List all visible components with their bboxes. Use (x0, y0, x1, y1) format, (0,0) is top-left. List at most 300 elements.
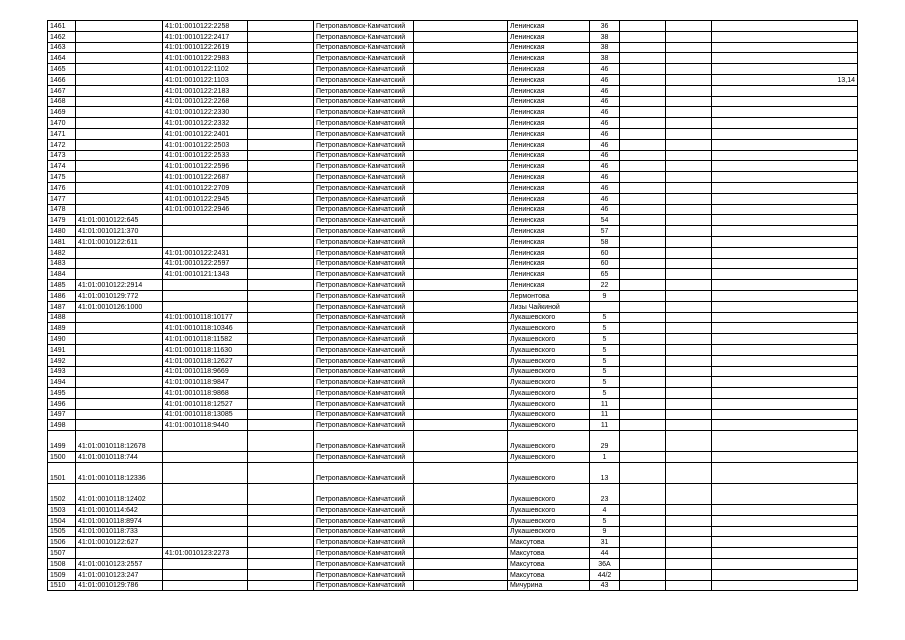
table-row (48, 559, 858, 570)
table-row (48, 526, 858, 537)
cell-blank-d (666, 280, 712, 291)
city-cell: Петропавловск-Камчатский (314, 355, 414, 366)
cadastral-number-premises: 41:01:0010122:2401 (163, 128, 248, 139)
cell-blank-b (414, 85, 508, 96)
cell-blank-c (620, 484, 666, 505)
table-row (48, 548, 858, 559)
area-cell (712, 548, 858, 559)
area-cell (712, 420, 858, 431)
cell-blank-b (414, 484, 508, 505)
street-cell: Ленинская (508, 96, 590, 107)
table-row (48, 118, 858, 129)
row-number: 1477 (48, 193, 76, 204)
cadastral-number-building: 41:01:0010118:12402 (76, 484, 163, 505)
city-cell: Петропавловск-Камчатский (314, 226, 414, 237)
cadastral-number-premises: 41:01:0010118:10177 (163, 312, 248, 323)
cell-blank-c (620, 269, 666, 280)
house-number-cell: 9 (590, 526, 620, 537)
row-number: 1491 (48, 344, 76, 355)
street-cell: Ленинская (508, 85, 590, 96)
cadastral-number-premises (163, 526, 248, 537)
cadastral-number-building (76, 258, 163, 269)
table-row (48, 64, 858, 75)
cell-blank-c (620, 398, 666, 409)
cell-blank-c (620, 193, 666, 204)
cadastral-number-building (76, 548, 163, 559)
cadastral-number-premises: 41:01:0010122:2946 (163, 204, 248, 215)
area-cell (712, 409, 858, 420)
city-cell: Петропавловск-Камчатский (314, 463, 414, 484)
cell-blank-d (666, 580, 712, 591)
cadastral-number-building: 41:01:0010114:642 (76, 505, 163, 516)
table-row (48, 505, 858, 516)
cell-blank-c (620, 323, 666, 334)
street-cell: Ленинская (508, 150, 590, 161)
cadastral-number-building (76, 204, 163, 215)
cell-blank-b (414, 42, 508, 53)
area-cell (712, 128, 858, 139)
table-row (48, 161, 858, 172)
cell-blank-c (620, 526, 666, 537)
cadastral-number-premises: 41:01:0010122:2431 (163, 247, 248, 258)
cadastral-number-premises (163, 505, 248, 516)
cell-blank-c (620, 334, 666, 345)
house-number-cell: 5 (590, 334, 620, 345)
cell-blank-c (620, 431, 666, 452)
city-cell: Петропавловск-Камчатский (314, 420, 414, 431)
street-cell: Ленинская (508, 182, 590, 193)
cell-blank-d (666, 366, 712, 377)
cadastral-number-premises: 41:01:0010122:2619 (163, 42, 248, 53)
cell-blank-a (248, 388, 314, 399)
area-cell (712, 569, 858, 580)
street-cell: Лукашевского (508, 420, 590, 431)
cadastral-number-premises: 41:01:0010122:2268 (163, 96, 248, 107)
cell-blank-c (620, 569, 666, 580)
cell-blank-b (414, 323, 508, 334)
house-number-cell: 46 (590, 150, 620, 161)
row-number: 1480 (48, 226, 76, 237)
cell-blank-a (248, 31, 314, 42)
cell-blank-d (666, 64, 712, 75)
street-cell: Лукашевского (508, 526, 590, 537)
cell-blank-b (414, 150, 508, 161)
cadastral-number-building: 41:01:0010118:8974 (76, 515, 163, 526)
cell-blank-a (248, 290, 314, 301)
table-row (48, 193, 858, 204)
city-cell: Петропавловск-Камчатский (314, 431, 414, 452)
area-cell (712, 388, 858, 399)
cadastral-number-premises: 41:01:0010122:1103 (163, 74, 248, 85)
area-cell (712, 53, 858, 64)
table-row (48, 580, 858, 591)
area-cell (712, 366, 858, 377)
table-row (48, 172, 858, 183)
cell-blank-c (620, 42, 666, 53)
area-cell (712, 193, 858, 204)
cadastral-number-premises: 41:01:0010122:2597 (163, 258, 248, 269)
cell-blank-a (248, 323, 314, 334)
table-row (48, 31, 858, 42)
row-number: 1486 (48, 290, 76, 301)
area-cell (712, 452, 858, 463)
row-number: 1500 (48, 452, 76, 463)
cadastral-number-building (76, 247, 163, 258)
row-number: 1501 (48, 463, 76, 484)
city-cell: Петропавловск-Камчатский (314, 580, 414, 591)
cell-blank-b (414, 236, 508, 247)
house-number-cell: 58 (590, 236, 620, 247)
table-row (48, 204, 858, 215)
cell-blank-d (666, 559, 712, 570)
table-row (48, 569, 858, 580)
cell-blank-d (666, 515, 712, 526)
city-cell: Петропавловск-Камчатский (314, 236, 414, 247)
cell-blank-b (414, 280, 508, 291)
cell-blank-c (620, 139, 666, 150)
cell-blank-b (414, 161, 508, 172)
area-cell (712, 139, 858, 150)
cell-blank-b (414, 344, 508, 355)
cadastral-number-premises (163, 569, 248, 580)
cell-blank-c (620, 312, 666, 323)
cell-blank-a (248, 85, 314, 96)
table-row (48, 139, 858, 150)
row-number: 1461 (48, 21, 76, 32)
cadastral-number-building (76, 366, 163, 377)
house-number-cell: 5 (590, 515, 620, 526)
cell-blank-a (248, 409, 314, 420)
row-number: 1473 (48, 150, 76, 161)
cadastral-number-building (76, 96, 163, 107)
cell-blank-b (414, 515, 508, 526)
house-number-cell: 46 (590, 118, 620, 129)
cell-blank-d (666, 21, 712, 32)
cell-blank-b (414, 226, 508, 237)
table-row (48, 53, 858, 64)
cell-blank-d (666, 204, 712, 215)
cell-blank-a (248, 193, 314, 204)
house-number-cell: 54 (590, 215, 620, 226)
cell-blank-a (248, 74, 314, 85)
cell-blank-a (248, 150, 314, 161)
house-number-cell: 46 (590, 204, 620, 215)
area-cell (712, 515, 858, 526)
cadastral-number-premises: 41:01:0010122:2533 (163, 150, 248, 161)
cell-blank-c (620, 537, 666, 548)
cell-blank-c (620, 515, 666, 526)
row-number: 1504 (48, 515, 76, 526)
city-cell: Петропавловск-Камчатский (314, 569, 414, 580)
street-cell: Максутова (508, 537, 590, 548)
city-cell: Петропавловск-Камчатский (314, 344, 414, 355)
cell-blank-c (620, 31, 666, 42)
cell-blank-a (248, 247, 314, 258)
table-row (48, 290, 858, 301)
city-cell: Петропавловск-Камчатский (314, 269, 414, 280)
table-row (48, 128, 858, 139)
cell-blank-d (666, 463, 712, 484)
city-cell: Петропавловск-Камчатский (314, 182, 414, 193)
city-cell: Петропавловск-Камчатский (314, 301, 414, 312)
cell-blank-b (414, 128, 508, 139)
street-cell: Лукашевского (508, 463, 590, 484)
row-number: 1487 (48, 301, 76, 312)
table-row (48, 431, 858, 452)
house-number-cell: 46 (590, 182, 620, 193)
area-cell (712, 172, 858, 183)
city-cell: Петропавловск-Камчатский (314, 452, 414, 463)
cell-blank-b (414, 580, 508, 591)
street-cell: Ленинская (508, 215, 590, 226)
house-number-cell: 46 (590, 74, 620, 85)
area-cell (712, 236, 858, 247)
house-number-cell: 9 (590, 290, 620, 301)
table-row (48, 484, 858, 505)
cell-blank-d (666, 182, 712, 193)
row-number: 1508 (48, 559, 76, 570)
cell-blank-a (248, 559, 314, 570)
cell-blank-d (666, 344, 712, 355)
cell-blank-c (620, 128, 666, 139)
house-number-cell: 5 (590, 388, 620, 399)
street-cell: Максутова (508, 548, 590, 559)
cell-blank-a (248, 537, 314, 548)
cadastral-number-building (76, 355, 163, 366)
cell-blank-d (666, 258, 712, 269)
city-cell: Петропавловск-Камчатский (314, 215, 414, 226)
row-number: 1490 (48, 334, 76, 345)
row-number: 1474 (48, 161, 76, 172)
cell-blank-c (620, 150, 666, 161)
city-cell: Петропавловск-Камчатский (314, 193, 414, 204)
cadastral-number-premises: 41:01:0010122:2183 (163, 85, 248, 96)
street-cell: Мичурина (508, 580, 590, 591)
row-number: 1506 (48, 537, 76, 548)
table-row (48, 377, 858, 388)
area-cell (712, 226, 858, 237)
cell-blank-a (248, 463, 314, 484)
area-cell (712, 312, 858, 323)
house-number-cell: 11 (590, 409, 620, 420)
cell-blank-a (248, 42, 314, 53)
cell-blank-d (666, 526, 712, 537)
street-cell: Лукашевского (508, 484, 590, 505)
cell-blank-d (666, 215, 712, 226)
street-cell: Ленинская (508, 247, 590, 258)
cell-blank-c (620, 204, 666, 215)
area-cell (712, 258, 858, 269)
cell-blank-d (666, 355, 712, 366)
street-cell: Лукашевского (508, 334, 590, 345)
city-cell: Петропавловск-Камчатский (314, 85, 414, 96)
table-row (48, 344, 858, 355)
cell-blank-d (666, 161, 712, 172)
cadastral-number-premises (163, 226, 248, 237)
cell-blank-b (414, 452, 508, 463)
street-cell: Ленинская (508, 53, 590, 64)
cell-blank-b (414, 537, 508, 548)
table-row (48, 150, 858, 161)
table-row (48, 74, 858, 85)
cadastral-number-premises: 41:01:0010118:12527 (163, 398, 248, 409)
city-cell: Петропавловск-Камчатский (314, 559, 414, 570)
street-cell: Ленинская (508, 139, 590, 150)
cell-blank-d (666, 193, 712, 204)
cadastral-number-premises (163, 515, 248, 526)
table-row (48, 182, 858, 193)
cell-blank-d (666, 548, 712, 559)
cadastral-number-premises (163, 236, 248, 247)
cell-blank-d (666, 290, 712, 301)
row-number: 1485 (48, 280, 76, 291)
house-number-cell: 60 (590, 258, 620, 269)
house-number-cell: 46 (590, 64, 620, 75)
city-cell: Петропавловск-Камчатский (314, 128, 414, 139)
cell-blank-d (666, 42, 712, 53)
house-number-cell: 46 (590, 172, 620, 183)
house-number-cell: 22 (590, 280, 620, 291)
city-cell: Петропавловск-Камчатский (314, 161, 414, 172)
cell-blank-c (620, 580, 666, 591)
cadastral-number-building: 41:01:0010123:247 (76, 569, 163, 580)
cadastral-number-building (76, 74, 163, 85)
row-number: 1483 (48, 258, 76, 269)
area-cell (712, 559, 858, 570)
cell-blank-b (414, 193, 508, 204)
cell-blank-d (666, 484, 712, 505)
city-cell: Петропавловск-Камчатский (314, 96, 414, 107)
cell-blank-b (414, 31, 508, 42)
cell-blank-d (666, 118, 712, 129)
house-number-cell: 38 (590, 42, 620, 53)
cadastral-number-premises: 41:01:0010122:2983 (163, 53, 248, 64)
table-row (48, 463, 858, 484)
cell-blank-c (620, 377, 666, 388)
cell-blank-a (248, 161, 314, 172)
area-cell (712, 215, 858, 226)
cell-blank-d (666, 334, 712, 345)
cell-blank-a (248, 204, 314, 215)
city-cell: Петропавловск-Камчатский (314, 258, 414, 269)
cell-blank-b (414, 215, 508, 226)
house-number-cell: 5 (590, 312, 620, 323)
cell-blank-d (666, 128, 712, 139)
cell-blank-c (620, 548, 666, 559)
row-number: 1476 (48, 182, 76, 193)
table-row (48, 21, 858, 32)
row-number: 1479 (48, 215, 76, 226)
document-page (47, 20, 857, 591)
cadastral-number-building (76, 118, 163, 129)
table-row (48, 280, 858, 291)
cell-blank-a (248, 269, 314, 280)
cell-blank-d (666, 377, 712, 388)
cell-blank-c (620, 290, 666, 301)
cadastral-number-building (76, 42, 163, 53)
city-cell: Петропавловск-Камчатский (314, 323, 414, 334)
cadastral-number-building: 41:01:0010118:733 (76, 526, 163, 537)
area-cell (712, 580, 858, 591)
area-cell (712, 150, 858, 161)
row-number: 1494 (48, 377, 76, 388)
street-cell: Ленинская (508, 21, 590, 32)
cadastral-number-building (76, 31, 163, 42)
house-number-cell: 46 (590, 139, 620, 150)
cell-blank-d (666, 323, 712, 334)
cadastral-number-premises (163, 215, 248, 226)
cadastral-number-building (76, 269, 163, 280)
city-cell: Петропавловск-Камчатский (314, 107, 414, 118)
cell-blank-d (666, 301, 712, 312)
cell-blank-c (620, 258, 666, 269)
house-number-cell: 46 (590, 128, 620, 139)
house-number-cell: 5 (590, 323, 620, 334)
street-cell: Лукашевского (508, 452, 590, 463)
table-row (48, 388, 858, 399)
cell-blank-a (248, 431, 314, 452)
area-cell (712, 334, 858, 345)
cell-blank-d (666, 150, 712, 161)
table-row (48, 258, 858, 269)
cell-blank-c (620, 247, 666, 258)
row-number: 1509 (48, 569, 76, 580)
street-cell: Максутова (508, 569, 590, 580)
cell-blank-c (620, 226, 666, 237)
area-cell (712, 64, 858, 75)
cell-blank-d (666, 85, 712, 96)
area-cell (712, 42, 858, 53)
cell-blank-a (248, 258, 314, 269)
cadastral-number-building: 41:01:0010118:12678 (76, 431, 163, 452)
street-cell: Лизы Чайкиной (508, 301, 590, 312)
row-number: 1481 (48, 236, 76, 247)
row-number: 1502 (48, 484, 76, 505)
cadastral-number-premises: 41:01:0010122:2417 (163, 31, 248, 42)
city-cell: Петропавловск-Камчатский (314, 409, 414, 420)
city-cell: Петропавловск-Камчатский (314, 505, 414, 516)
cell-blank-a (248, 21, 314, 32)
area-cell: 13,14 (712, 74, 858, 85)
cell-blank-c (620, 107, 666, 118)
cell-blank-c (620, 74, 666, 85)
cadastral-number-building: 41:01:0010122:627 (76, 537, 163, 548)
registry-table (47, 20, 858, 591)
cell-blank-b (414, 53, 508, 64)
cell-blank-a (248, 64, 314, 75)
city-cell: Петропавловск-Камчатский (314, 537, 414, 548)
row-number: 1464 (48, 53, 76, 64)
street-cell: Лукашевского (508, 344, 590, 355)
area-cell (712, 537, 858, 548)
house-number-cell: 46 (590, 96, 620, 107)
cadastral-number-building: 41:01:0010118:744 (76, 452, 163, 463)
area-cell (712, 31, 858, 42)
cell-blank-d (666, 431, 712, 452)
cadastral-number-building (76, 64, 163, 75)
row-number: 1492 (48, 355, 76, 366)
street-cell: Ленинская (508, 161, 590, 172)
cell-blank-c (620, 21, 666, 32)
cell-blank-a (248, 107, 314, 118)
cell-blank-a (248, 420, 314, 431)
cell-blank-c (620, 215, 666, 226)
cadastral-number-building: 41:01:0010121:370 (76, 226, 163, 237)
cell-blank-a (248, 236, 314, 247)
house-number-cell: 65 (590, 269, 620, 280)
cell-blank-c (620, 161, 666, 172)
row-number: 1478 (48, 204, 76, 215)
